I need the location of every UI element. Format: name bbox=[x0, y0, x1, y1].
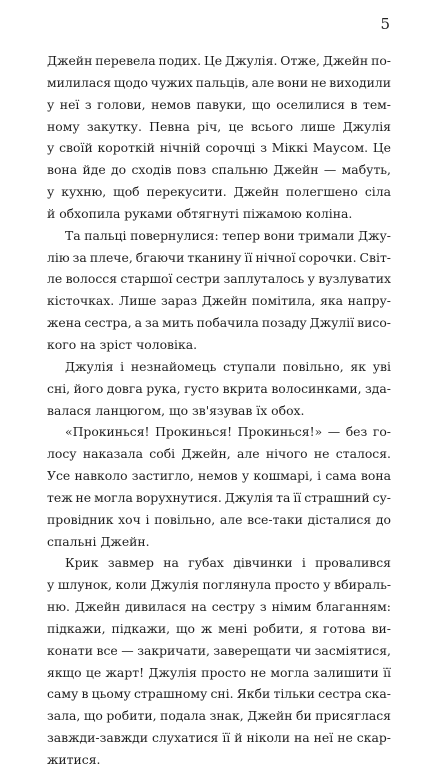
text-line: лію за плече, бгаючи тканину її нічної сорочки. Світ- bbox=[47, 249, 391, 265]
text-line: жена сестра, а за мить побачила позаду Джулії висо- bbox=[47, 315, 391, 331]
text-line: Джейн перевела подих. Це Джулія. Отже, Джейн по- bbox=[47, 53, 391, 68]
text-line: ле волосся старшої сестри заплуталось у вузлуватих bbox=[47, 271, 391, 287]
text-line: ню. Джейн дивилася на сестру з німим благанням: bbox=[47, 599, 391, 615]
text-line: Крик завмер на губах дівчинки і провалився bbox=[65, 555, 391, 571]
text-line: Джулія і незнайомець ступали повільно, як уві bbox=[65, 358, 391, 374]
text-line: провідник хоч і повільно, але все-таки дісталися до bbox=[47, 511, 391, 527]
body-text bbox=[47, 50, 391, 771]
text-line: ному закутку. Певна річ, це всього лише Джулія bbox=[47, 118, 391, 134]
text-line: спальні Джейн. bbox=[47, 533, 150, 549]
text-line: якщо це жарт! Джулія просто не могла залишити її bbox=[47, 664, 391, 680]
text-line: Усе навколо застигло, немов у кошмарі, і сама вона bbox=[47, 468, 391, 484]
text-line: «Прокинься! Прокинься! Прокинься!» — без го- bbox=[65, 424, 391, 440]
text-line: милилася щодо чужих пальців, але вони не виходили bbox=[47, 74, 391, 90]
text-line: й обхопила руками обтягнуті піжамою коліна. bbox=[47, 205, 353, 221]
text-line: конати все — закричати, заверещати чи засміятися, bbox=[47, 642, 391, 658]
paragraph bbox=[47, 552, 391, 770]
text-line: у кухню, щоб перекусити. Джейн полегшено сіла bbox=[47, 184, 391, 200]
page-number: 5 bbox=[380, 15, 390, 33]
text-line: у шлунок, коли Джулія поглянула просто у вбираль- bbox=[47, 577, 391, 593]
text-line: зала, що робити, подала знак, Джейн би присяглася bbox=[47, 708, 391, 724]
text-line: теж не могла ворухнутися. Джулія та її страшний су- bbox=[47, 489, 391, 505]
text-line: у своїй короткій нічній сорочці з Міккі Маусом. Це bbox=[47, 140, 391, 156]
text-line: валася ланцюгом, що зв'язував їх обох. bbox=[47, 402, 305, 418]
text-line: підкажи, підкажи, що ж мені робити, я готова ви- bbox=[47, 620, 391, 636]
text-line: Та пальці повернулися: тепер вони тримали Джу- bbox=[65, 227, 391, 243]
paragraph bbox=[47, 225, 391, 356]
paragraph bbox=[47, 50, 391, 225]
paragraph bbox=[47, 421, 391, 552]
text-line: саму в цьому страшному сні. Якби тільки сестра ска- bbox=[47, 686, 391, 702]
text-line: лосу наказала собі Джейн, але нічого не сталося. bbox=[47, 446, 391, 462]
text-line: кого на зріст чоловіка. bbox=[47, 336, 198, 352]
text-line: у неї з голови, немов павуки, що оселилися в тем- bbox=[47, 96, 391, 112]
text-line: житися. bbox=[47, 752, 101, 767]
text-line: завжди-завжди слухатися її й ніколи на неї не скар- bbox=[47, 730, 391, 746]
text-line: кісточках. Лише зараз Джейн помітила, яка напру- bbox=[47, 293, 391, 309]
paragraph bbox=[47, 356, 391, 422]
text-line: сні, його довга рука, густо вкрита волосинками, зда- bbox=[47, 380, 391, 396]
text-line: вона йде до сходів повз спальню Джейн — мабуть, bbox=[47, 162, 391, 178]
